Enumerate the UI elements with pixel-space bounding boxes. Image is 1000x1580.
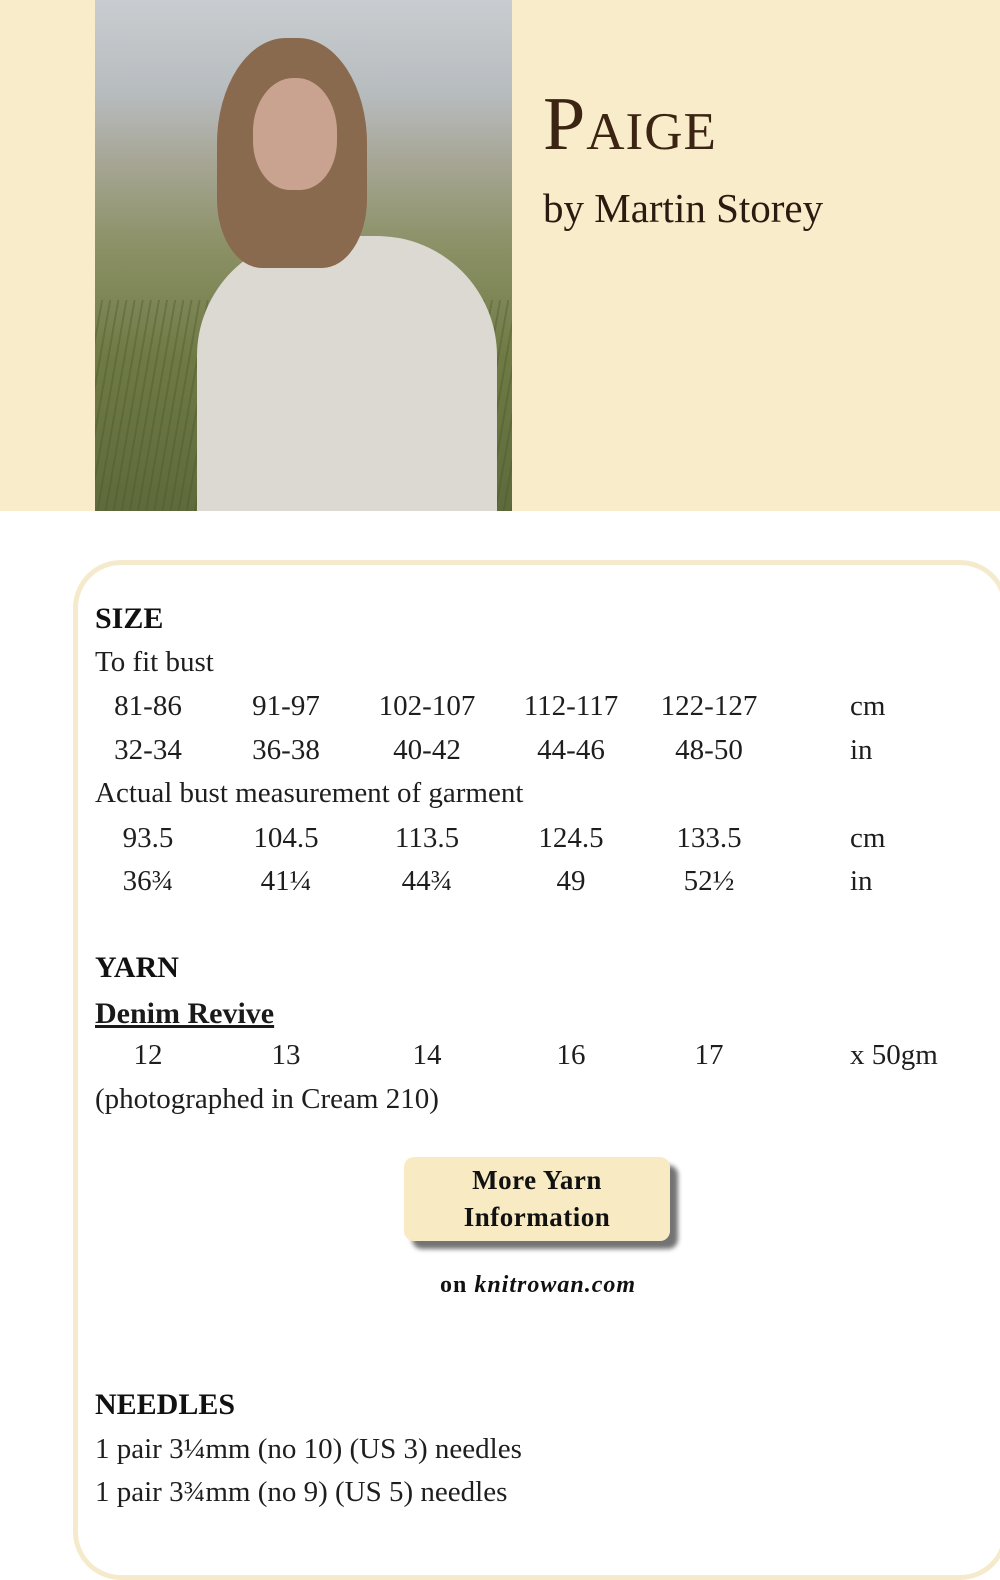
photo-sweater: [197, 236, 497, 511]
to-fit-in-1: 32-34: [114, 734, 182, 766]
actual-in-4: 49: [556, 865, 586, 897]
needles-heading: NEEDLES: [95, 1388, 236, 1421]
site-prefix: on: [439, 1272, 468, 1298]
pattern-title: Paige: [543, 82, 717, 166]
needles-line-1: 1 pair 3¼mm (no 10) (US 3) needles: [95, 1433, 522, 1465]
actual-cm-1: 93.5: [122, 822, 174, 854]
designer-byline: by Martin Storey: [543, 185, 824, 231]
yarn-heading: YARN: [95, 951, 179, 984]
actual-cm-5: 133.5: [676, 822, 742, 854]
to-fit-cm-1: 81-86: [114, 690, 182, 722]
to-fit-in-3: 40-42: [393, 734, 461, 766]
to-fit-in-unit: in: [850, 734, 873, 766]
actual-cm-4: 124.5: [538, 822, 604, 854]
to-fit-cm-5: 122-127: [660, 690, 758, 722]
to-fit-cm-2: 91-97: [252, 690, 320, 722]
actual-cm-unit: cm: [850, 822, 886, 854]
to-fit-cm-4: 112-117: [523, 690, 619, 722]
actual-in-5: 52½: [683, 865, 735, 897]
to-fit-cm-unit: cm: [850, 690, 886, 722]
yarn-qty-2: 13: [271, 1039, 301, 1071]
site-url: knitrowan.com: [474, 1272, 637, 1298]
yarn-color-note: (photographed in Cream 210): [95, 1083, 439, 1115]
photo-face: [253, 78, 337, 190]
to-fit-in-5: 48-50: [675, 734, 743, 766]
yarn-name-link[interactable]: Denim Revive: [95, 997, 275, 1030]
yarn-qty-4: 16: [556, 1039, 586, 1071]
to-fit-label: To fit bust: [95, 646, 214, 678]
to-fit-in-4: 44-46: [537, 734, 605, 766]
more-yarn-info-line1: More Yarn: [472, 1165, 602, 1195]
actual-bust-label: Actual bust measurement of garment: [95, 777, 524, 809]
to-fit-in-2: 36-38: [252, 734, 320, 766]
to-fit-cm-3: 102-107: [378, 690, 476, 722]
actual-cm-2: 104.5: [253, 822, 319, 854]
site-line: [0, 1272, 1000, 1299]
needles-line-2: 1 pair 3¾mm (no 9) (US 5) needles: [95, 1476, 508, 1508]
model-photo: [95, 0, 512, 511]
actual-in-2: 41¼: [260, 865, 312, 897]
yarn-qty-unit: x 50gm: [850, 1039, 938, 1071]
size-heading: SIZE: [95, 602, 164, 635]
more-yarn-info-button[interactable]: [404, 1157, 670, 1241]
yarn-qty-1: 12: [133, 1039, 163, 1071]
actual-in-3: 44¾: [401, 865, 453, 897]
more-yarn-info-line2: Information: [463, 1202, 611, 1232]
actual-in-unit: in: [850, 865, 873, 897]
actual-in-1: 36¾: [122, 865, 174, 897]
yarn-qty-3: 14: [412, 1039, 442, 1071]
actual-cm-3: 113.5: [394, 822, 460, 854]
yarn-qty-5: 17: [694, 1039, 724, 1071]
